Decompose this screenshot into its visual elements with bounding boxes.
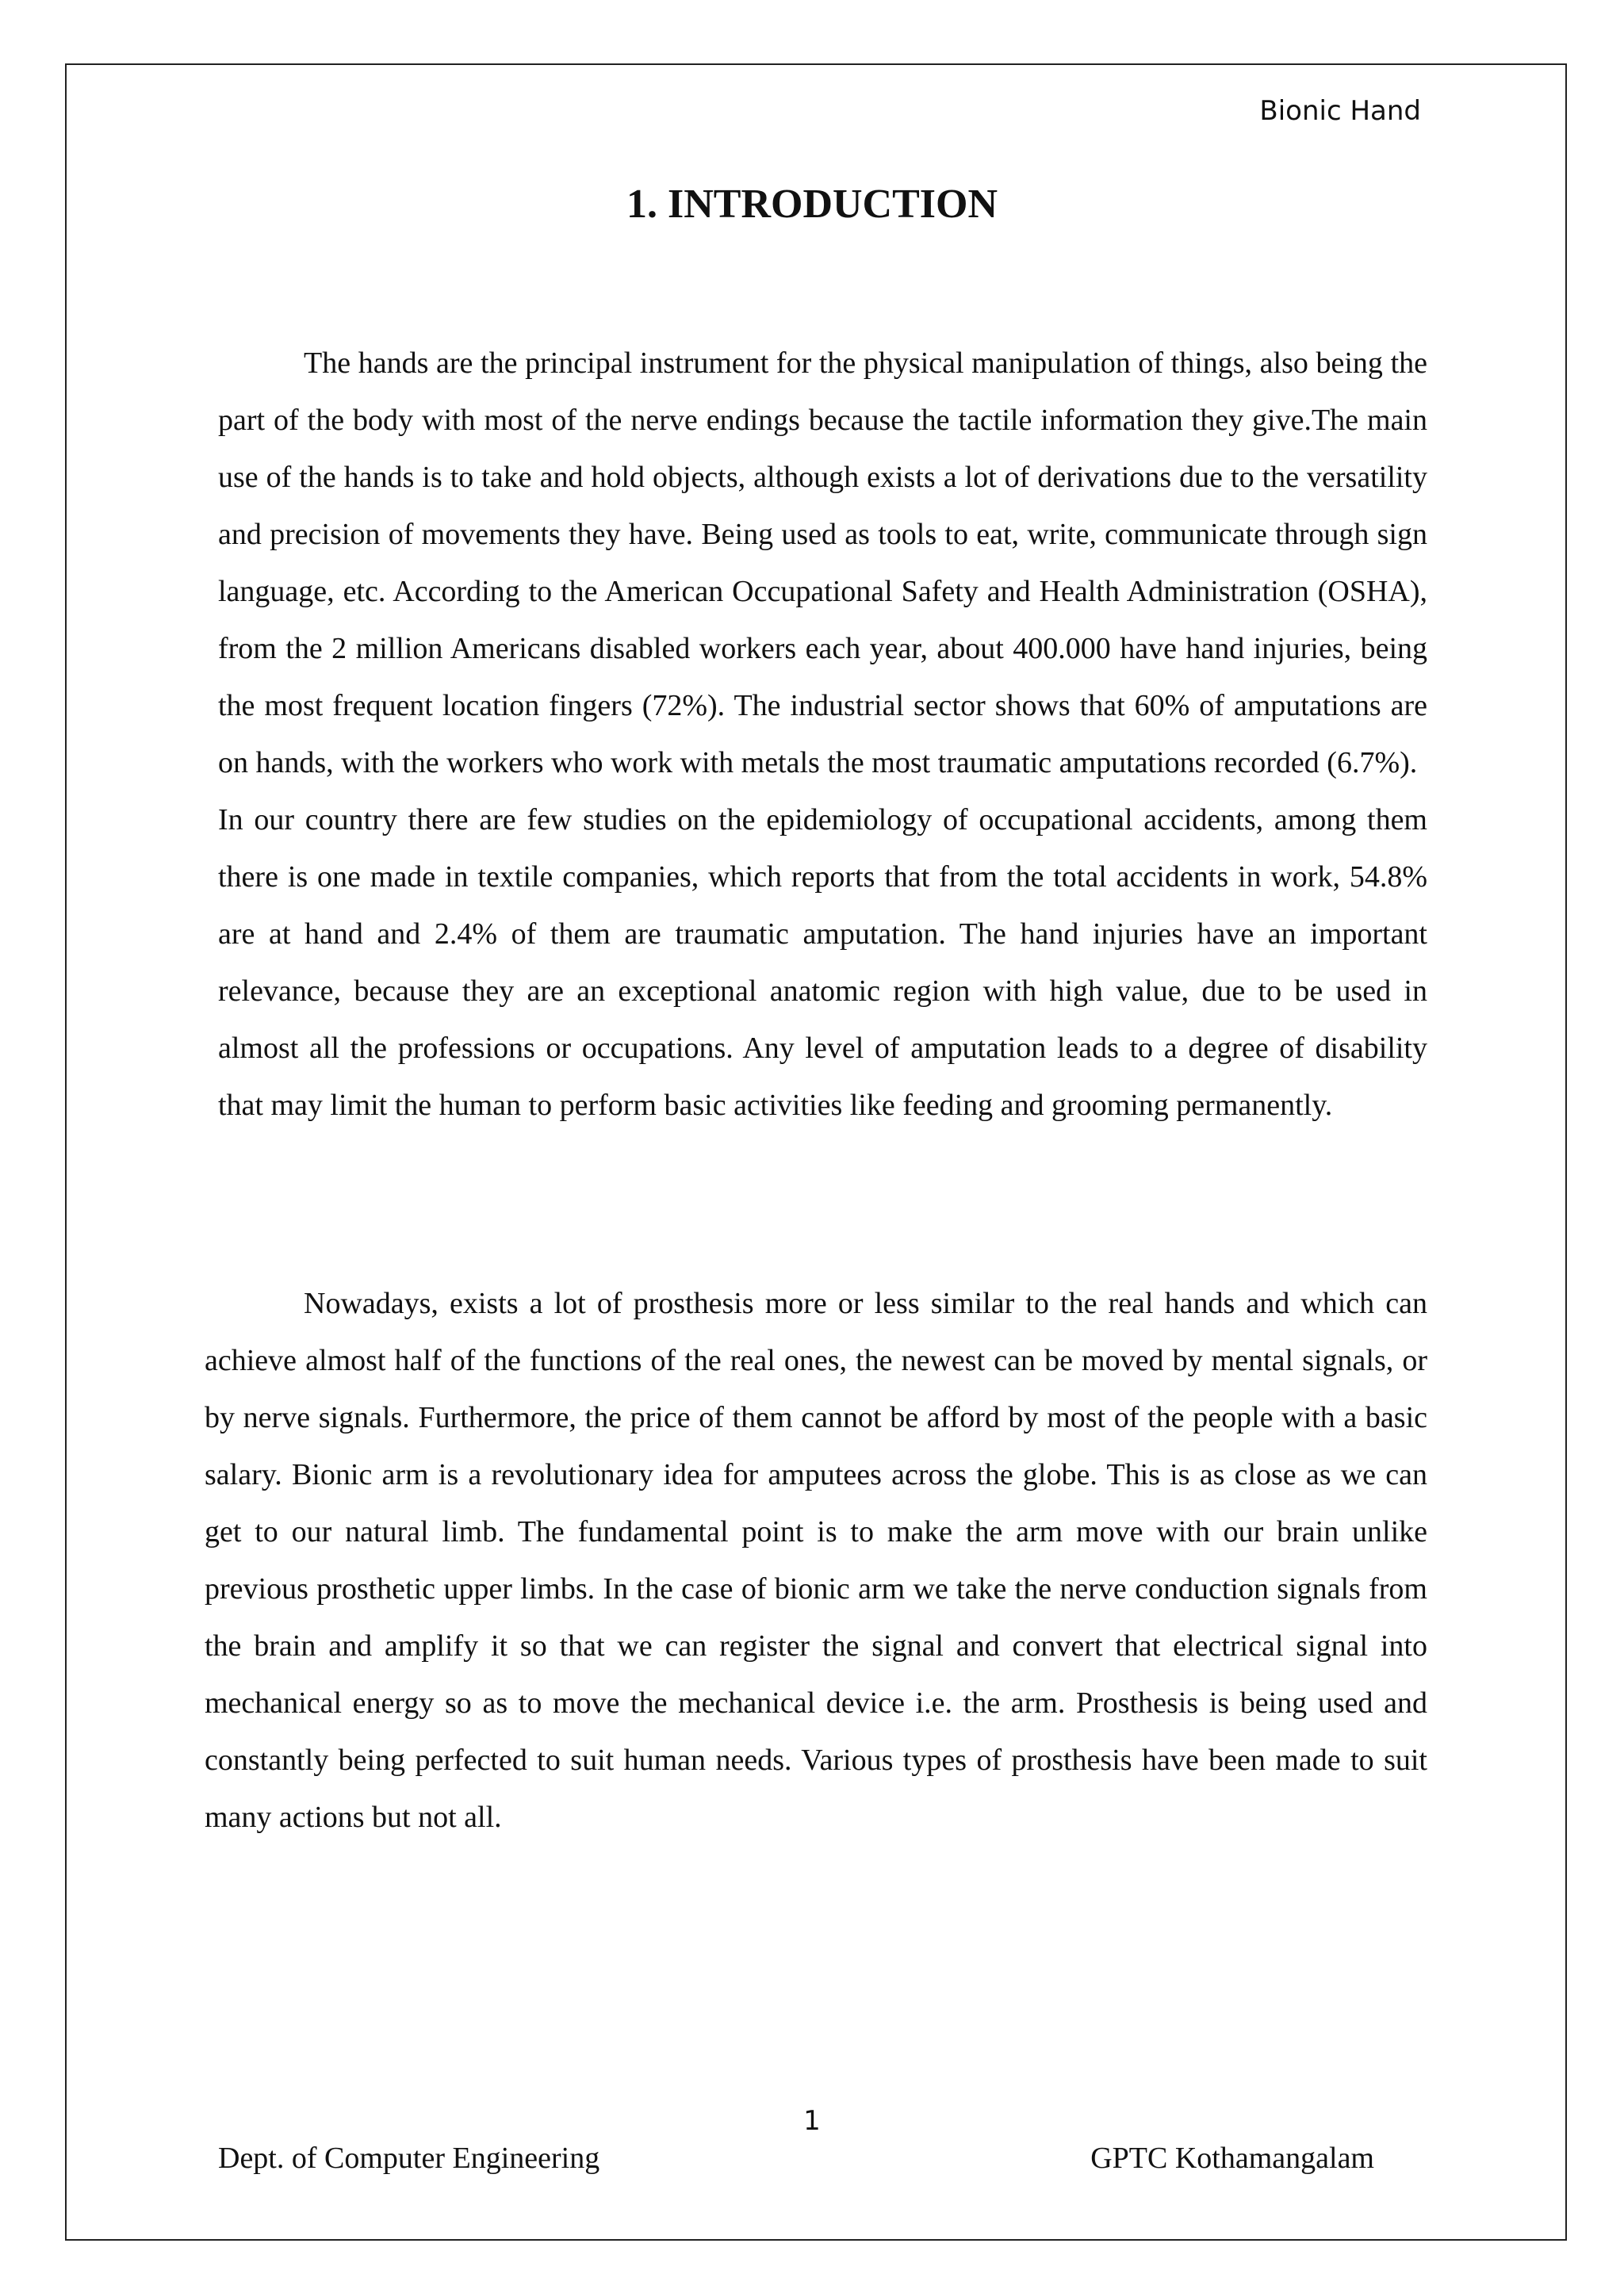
paragraph-1b-text: In our country there are few studies on the epidemiology of occupational accidents, among them there is one made in textile companies, which reports that from the total accidents in work, 54.8% are at hand and 2.4% of them are traumatic amputation. The hand injuries have an important relevance, because they are an exceptional anatomic region with high value, due to be used in almost all the professions or occupations. Any level of amputation leads to a degree of disability that may limit the human to perform basic activities like feeding and grooming permanently. [218, 803, 1427, 1122]
chapter-title: 1. INTRODUCTION [626, 182, 998, 227]
running-header: Bionic Hand [1259, 95, 1421, 127]
footer-department: Dept. of Computer Engineering [218, 2142, 600, 2175]
introduction-paragraph-1 [218, 335, 1427, 1134]
paragraph-1-text: The hands are the principal instrument for the physical manipulation of things, also being the part of the body with most of the nerve endings because the tactile information they give.The main use of the hands is to take and hold objects, although exists a lot of derivations due to the versatility and precision of movements they have. Being used as tools to eat, write, communicate through sign language, etc. According to the American Occupational Safety and Health Administration (OSHA), from the 2 million Americans disabled workers each year, about 400.000 have hand injuries, being the most frequent location fingers (72%). The industrial sector shows that 60% of amputations are on hands, with the workers who work with metals the most traumatic amputations recorded (6.7%). [218, 346, 1427, 779]
introduction-paragraph-2: Nowadays, exists a lot of prosthesis more or less similar to the real hands and which can achieve almost half of the functions of the real ones, the newest can be moved by mental signals, or by nerve signals. Furthermore, the price of them cannot be afford by most of the people with a basic salary. Bionic arm is a revolutionary idea for amputees across the globe. This is as close as we can get to our natural limb. The fundamental point is to make the arm move with our brain unlike previous prosthetic upper limbs. In the case of bionic arm we take the nerve conduction signals from the brain and amplify it so that we can register the signal and convert that electrical signal into mechanical energy so as to move the mechanical device i.e. the arm. Prosthesis is being used and constantly being perfected to suit human needs. Various types of prosthesis have been made to suit many actions but not all. [205, 1287, 1427, 1834]
page-number: 1 [803, 2105, 821, 2137]
footer-institution: GPTC Kothamangalam [1090, 2142, 1374, 2175]
